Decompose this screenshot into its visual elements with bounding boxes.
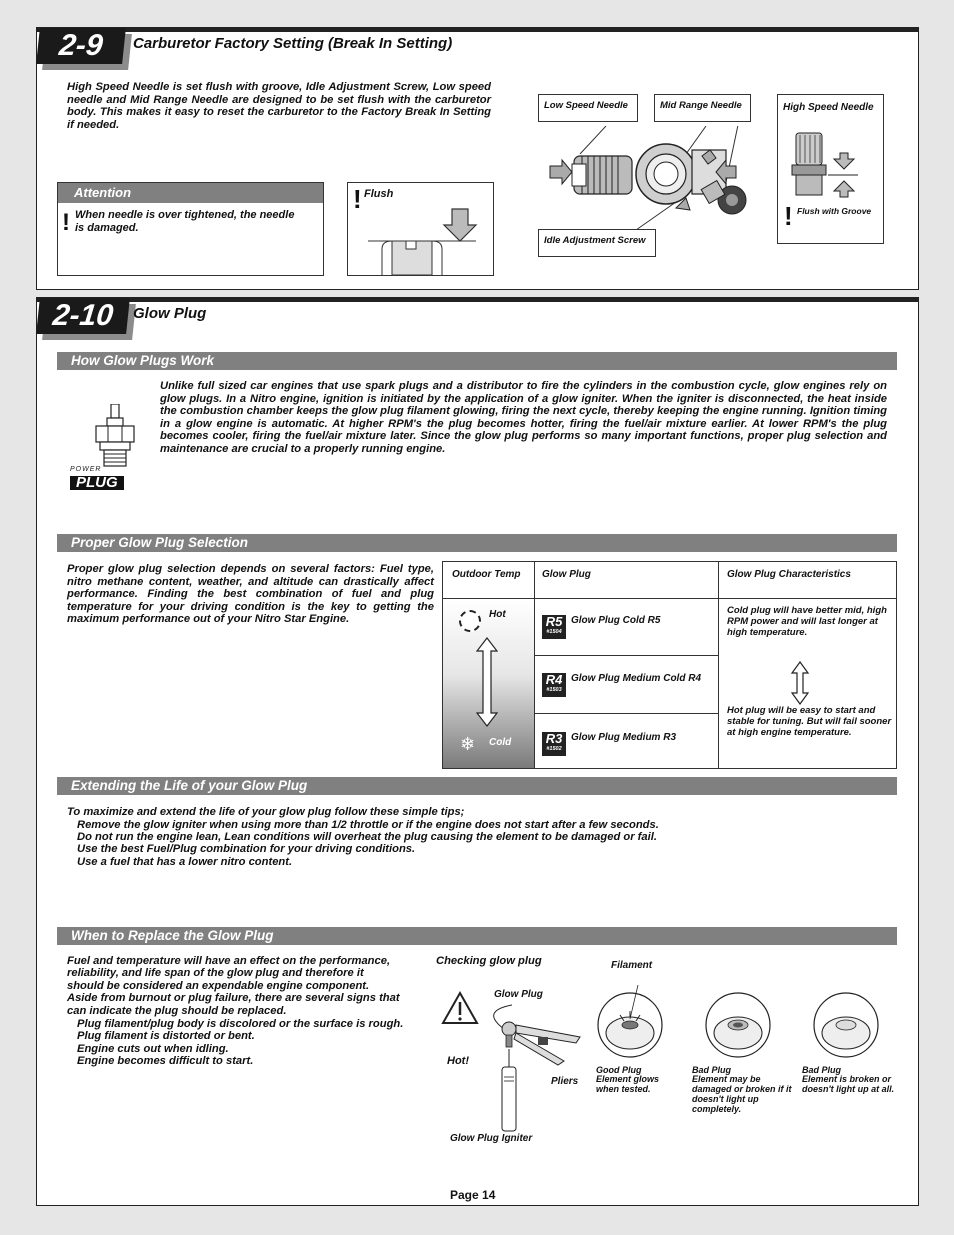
replace-tip: Engine cuts out when idling.: [77, 1043, 229, 1055]
good-plug-desc: Element glows when tested.: [596, 1074, 660, 1094]
r4-part: #1503: [546, 687, 562, 693]
extend-tip: Use the best Fuel/Plug combination for your driving conditions.: [77, 843, 416, 855]
subheader-when-to-replace: When to Replace the Glow Plug: [57, 927, 897, 945]
checking-title: Checking glow plug: [436, 955, 542, 967]
table-header-characteristics: Glow Plug Characteristics: [727, 569, 851, 580]
table-row-line: [534, 713, 718, 714]
label-flush-with-groove: Flush with Groove: [797, 206, 872, 216]
flush-diagram: [348, 183, 495, 277]
sun-icon: [459, 610, 481, 632]
r4-badge: [542, 673, 566, 697]
section-2-9-title: Carburetor Factory Setting (Break In Setting): [133, 35, 453, 52]
r4-code: R4: [545, 672, 563, 687]
extend-tip: Use a fuel that has a lower nitro content.: [77, 856, 293, 868]
label-idle-adjustment-screw: Idle Adjustment Screw: [538, 229, 656, 257]
glow-plug-table: [442, 561, 897, 769]
replace-line: can indicate the plug should be replaced.: [67, 1005, 287, 1017]
r5-badge: [542, 615, 566, 639]
logo-plug-text: PLUG: [70, 476, 124, 490]
char-cold-text: Cold plug will have better mid, high RPM power and will last longer at high temperature.: [727, 605, 887, 638]
table-header-outdoor-temp: Outdoor Temp: [452, 569, 521, 580]
page-number: Page 14: [450, 1188, 496, 1202]
subheader-proper-glow-plug-selection: Proper Glow Plug Selection: [57, 534, 897, 552]
high-speed-needle-illustration: [778, 95, 885, 245]
warning-icon: !: [353, 184, 362, 214]
label-high-speed-needle: High Speed Needle: [783, 102, 874, 113]
bad-plug-2-desc: Element is broken or doesn't light up at all.: [802, 1074, 895, 1094]
warning-icon: !: [784, 201, 793, 231]
how-glow-plugs-work-text: Unlike full sized car engines that use spark plugs and a distributor to fire the cylinders in the combustion cycle, glow engines rely on glow plugs. In a Nitro engine, ignition is initiated by the application of a glow igniter. When the igniter is disconnected, the heat inside the combustion chamber keeps the glow plug filament glowing, firing the next cycle, thereby keeping the engine running. Ignition timing in a glow engine is automatic. At higher RPM's the plug becomes hotter, firing the fuel/air mixture earlier. At lower RPM's the plug becomes cooler, firing the fuel/air mixture later. Since the glow plug performs so many important functions, proper plug selection and maintenance are crucial to a properly running engine.: [160, 380, 887, 455]
replace-line: should be considered an expendable engine component.: [67, 980, 370, 992]
label-mid-range-needle: Mid Range Needle: [654, 94, 751, 122]
label-cold: Cold: [489, 737, 512, 748]
table-col-line: [718, 562, 719, 768]
replace-tip: Plug filament is distorted or bent.: [77, 1030, 255, 1042]
carburetor-diagram: [536, 126, 776, 246]
r5-code: R5: [545, 614, 563, 629]
attention-text: When needle is over tightened, the needle is damaged.: [75, 209, 295, 234]
subheader-extending-life: Extending the Life of your Glow Plug: [57, 777, 897, 795]
selection-text: Proper glow plug selection depends on several factors: Fuel type, nitro methane content, weather, and altitude can drastically affect performance. Finding the best combination of fuel and plug temperature for your driving condition is the key to getting the maximum performance out of your Nitro Star Engine.: [67, 563, 434, 626]
power-plug-logo: [70, 466, 150, 490]
replace-tip: Engine becomes difficult to start.: [77, 1055, 254, 1067]
r3-part: #1502: [546, 746, 562, 752]
snowflake-icon: ❄: [460, 734, 476, 754]
label-pliers: Pliers: [551, 1076, 579, 1087]
attention-header: Attention: [58, 183, 323, 203]
replace-line: Aside from burnout or plug failure, there are several signs that: [67, 992, 400, 1004]
bad-plug-2-title: Bad Plug: [802, 1065, 842, 1075]
temperature-arrow: [476, 637, 498, 727]
section-2-10-title: Glow Plug: [133, 305, 207, 322]
extend-tip: Remove the glow igniter when using more than 1/2 throttle or if the engine does not start after a few seconds.: [77, 819, 659, 831]
table-col-line: [534, 562, 535, 768]
checking-illustration: [440, 985, 900, 1135]
table-header-glow-plug: Glow Plug: [542, 569, 591, 580]
replace-line: Fuel and temperature will have an effect on the performance,: [67, 955, 391, 967]
r3-badge: [542, 732, 566, 756]
subheader-how-glow-plugs-work: How Glow Plugs Work: [57, 352, 897, 370]
r3-code: R3: [545, 731, 563, 746]
label-glow-plug: Glow Plug: [494, 989, 543, 1000]
label-hot: Hot: [489, 609, 506, 620]
label-low-speed-needle: Low Speed Needle: [538, 94, 638, 122]
label-filament: Filament: [611, 960, 653, 971]
table-row-line: [534, 655, 718, 656]
label-hot-warning: Hot!: [447, 1055, 469, 1067]
extend-tip: Do not run the engine lean, Lean conditions will overheat the plug causing the element to be damaged or fail.: [77, 831, 657, 843]
replace-tip: Plug filament/plug body is discolored or the surface is rough.: [77, 1018, 404, 1030]
attention-box: [57, 182, 324, 276]
high-speed-needle-box: [777, 94, 884, 244]
good-plug-title: Good Plug: [596, 1065, 642, 1075]
bad-plug-1-desc: Element may be damaged or broken if it doesn't light up completely.: [692, 1074, 792, 1114]
logo-power-text: POWER: [70, 466, 102, 473]
r5-part: #1504: [546, 629, 562, 635]
flush-label: Flush: [364, 188, 394, 200]
label-igniter: Glow Plug Igniter: [450, 1133, 533, 1144]
plug-r4-name: Glow Plug Medium Cold R4: [571, 673, 701, 684]
characteristics-arrow: [791, 661, 809, 705]
replace-line: reliability, and life span of the glow plug and therefore it: [67, 967, 364, 979]
carb-setting-text: High Speed Needle is set flush with groove, Idle Adjustment Screw, Low speed needle and Mid Range Needle are designed to be set flush with the carburetor body. This makes it easy to reset the carburetor to the Factory Break In Setting if needed.: [67, 81, 491, 131]
char-hot-text: Hot plug will be easy to start and stable for tuning. But will fail sooner at high engine temperature.: [727, 705, 892, 738]
flush-box: [347, 182, 494, 276]
extend-intro: To maximize and extend the life of your glow plug follow these simple tips;: [67, 806, 465, 818]
bad-plug-1-title: Bad Plug: [692, 1065, 732, 1075]
plug-r3-name: Glow Plug Medium R3: [571, 732, 677, 743]
section-2-9-number: 2-9: [36, 28, 126, 64]
warning-icon: !: [62, 209, 70, 236]
section-2-10-number: 2-10: [36, 298, 130, 334]
plug-r5-name: Glow Plug Cold R5: [571, 615, 661, 626]
